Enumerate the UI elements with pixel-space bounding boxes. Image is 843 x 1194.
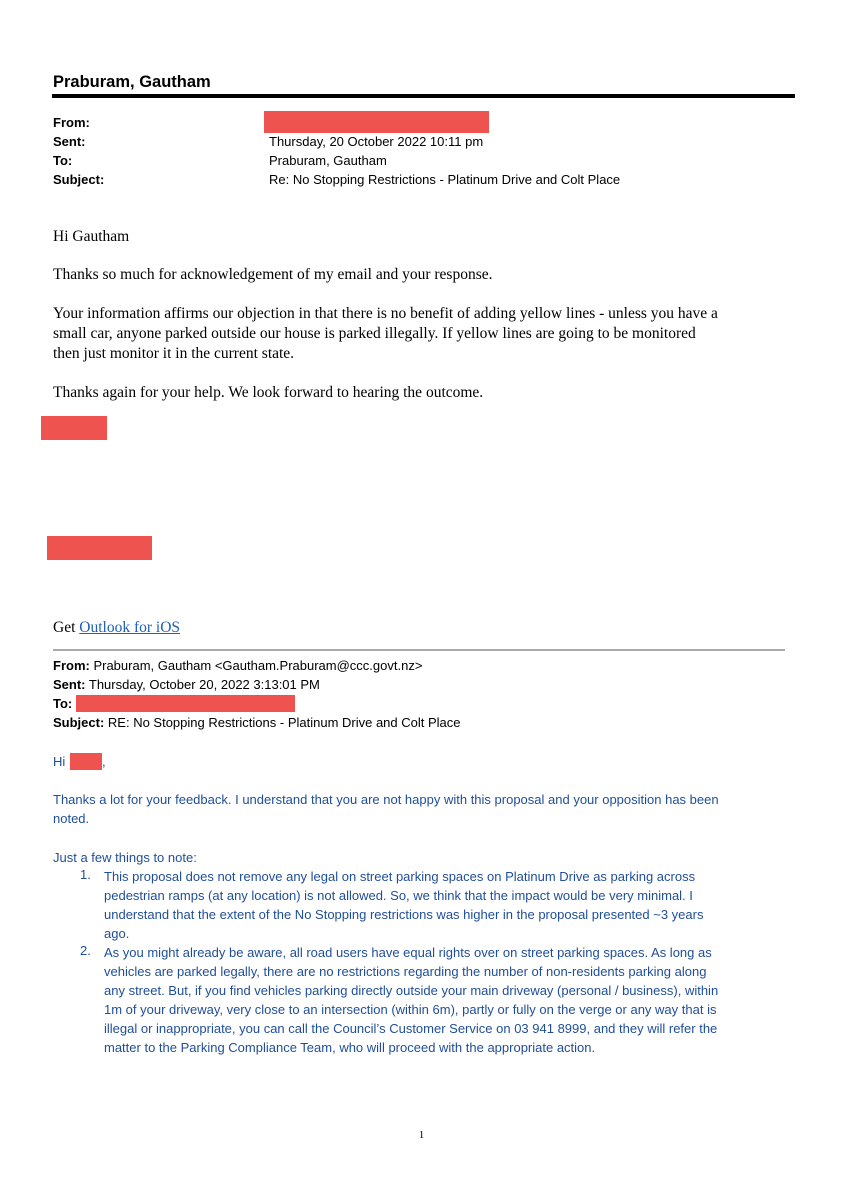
reply-paragraph-2-line-3: then just monitor it in the current state. xyxy=(53,345,295,362)
to-value: Praburam, Gautham xyxy=(269,153,387,168)
list-item-2-line-1: As you might already be aware, all road users have equal rights over on street parking spaces. As long as xyxy=(104,945,712,960)
sender-name-title: Praburam, Gautham xyxy=(53,73,211,91)
list-item-2-line-6: matter to the Parking Compliance Team, who will proceed with the appropriate action. xyxy=(104,1040,596,1055)
quoted-sent-value: Thursday, October 20, 2022 3:13:01 PM xyxy=(85,677,320,692)
quoted-from-value: Praburam, Gautham <Gautham.Praburam@ccc.govt.nz> xyxy=(89,658,423,673)
redacted-signature-1 xyxy=(41,416,107,440)
quoted-paragraph-1-line-2: noted. xyxy=(53,811,90,826)
page-number: 1 xyxy=(418,1129,425,1141)
redacted-quoted-to xyxy=(76,695,295,712)
quoted-subject-label: Subject: xyxy=(53,715,105,730)
outlook-for-ios-link[interactable]: Outlook for iOS xyxy=(79,619,181,636)
reply-paragraph-2-line-1: Your information affirms our objection in that there is no benefit of adding yellow lines - unless you have a xyxy=(53,305,718,322)
list-item-1-line-3: understand that the extent of the No Stopping restrictions was higher in the proposal presented ~3 years xyxy=(104,907,704,922)
list-item-1-line-4: ago. xyxy=(104,926,130,941)
quoted-hi: Hi xyxy=(53,754,66,769)
quoted-divider xyxy=(53,649,785,651)
quoted-subject-line xyxy=(53,715,461,730)
quoted-to-label: To: xyxy=(53,696,73,711)
list-item-1-line-2: pedestrian ramps (at any location) is not allowed. So, we think that the impact would be very minimal. I xyxy=(104,888,693,903)
quoted-sent-line xyxy=(53,677,320,692)
quoted-intro: Just a few things to note: xyxy=(53,850,197,865)
reply-paragraph-3: Thanks again for your help. We look forward to hearing the outcome. xyxy=(53,384,484,401)
to-label: To: xyxy=(53,153,73,168)
reply-paragraph-2-line-2: small car, anyone parked outside our house is parked illegally. If yellow lines are going to be monitored xyxy=(53,325,696,342)
quoted-hi-comma: , xyxy=(102,754,106,769)
redacted-from-address xyxy=(264,111,489,133)
quoted-from-line xyxy=(53,658,422,673)
list-item-1-line-1: This proposal does not remove any legal on street parking spaces on Platinum Drive as parking across xyxy=(104,869,696,884)
redacted-recipient-name xyxy=(70,753,102,770)
subject-value: Re: No Stopping Restrictions - Platinum Drive and Colt Place xyxy=(269,172,621,187)
reply-greeting: Hi Gautham xyxy=(53,228,130,245)
list-item-2-line-5: illegal or inappropriate, you can call the Council’s Customer Service on 03 941 8999, and they will refer the xyxy=(104,1021,718,1036)
list-number-1: 1. xyxy=(80,867,91,882)
quoted-subject-value: RE: No Stopping Restrictions - Platinum Drive and Colt Place xyxy=(104,715,461,730)
quoted-sent-label: Sent: xyxy=(53,677,86,692)
from-label: From: xyxy=(53,115,90,130)
sent-label: Sent: xyxy=(53,134,86,149)
quoted-from-label: From: xyxy=(53,658,90,673)
quoted-paragraph-1-line-1: Thanks a lot for your feedback. I understand that you are not happy with this proposal and your opposition has been xyxy=(53,792,719,807)
get-outlook-line xyxy=(53,618,793,638)
sent-value: Thursday, 20 October 2022 10:11 pm xyxy=(269,134,484,149)
redacted-signature-2 xyxy=(47,536,152,560)
header-divider xyxy=(52,94,795,98)
quoted-to-line xyxy=(53,696,72,711)
reply-paragraph-1: Thanks so much for acknowledgement of my email and your response. xyxy=(53,266,493,283)
get-text: Get xyxy=(53,619,80,636)
list-item-2-line-4: 1m of your driveway, very close to an intersection (within 6m), partly or fully on the verge or any way that is xyxy=(104,1002,717,1017)
list-item-2-line-3: any street. But, if you find vehicles parking directly outside your main driveway (personal / business), within xyxy=(104,983,719,998)
subject-label: Subject: xyxy=(53,172,105,187)
list-item-2-line-2: vehicles are parked legally, there are no restrictions regarding the number of non-residents parking along xyxy=(104,964,707,979)
list-number-2: 2. xyxy=(80,943,91,958)
